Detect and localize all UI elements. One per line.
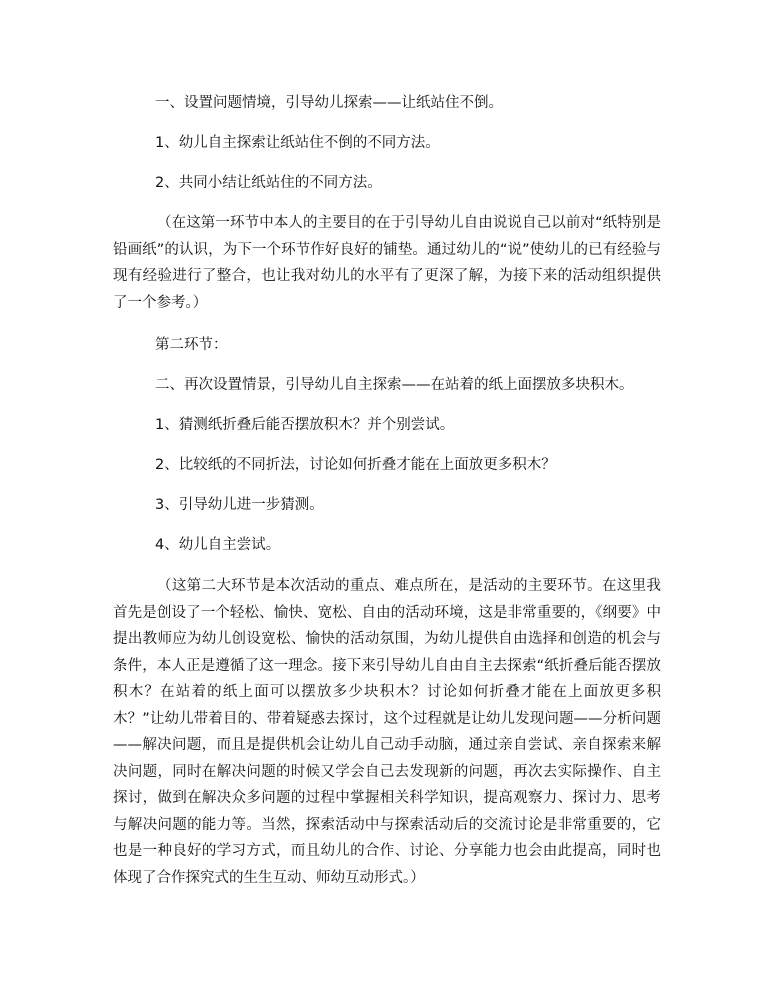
section-heading-2: 二、再次设置情景，引导幼儿自主探索——在站着的纸上面摆放多块积木。 bbox=[155, 377, 634, 393]
list-item: 4、幼儿自主尝试。 bbox=[155, 537, 281, 553]
section-heading-1: 一、设置问题情境，引导幼儿探索——让纸站住不倒。 bbox=[155, 95, 503, 111]
list-item: 3、引导幼儿进一步猜测。 bbox=[155, 497, 324, 513]
list-item: 1、幼儿自主探索让纸站住不倒的不同方法。 bbox=[155, 135, 440, 151]
commentary-paragraph-2: （这第二大环节是本次活动的重点、难点所在，是活动的主要环节。在这里我首先是创设了一个轻松、愉快、宽松、自由的活动环境，这是非常重要的，《纲要》中提出教师应为幼儿创设宽松、愉快的活动氛围，为幼儿提供自由选择和创造的机会与条件，本人正是遵循了这一理念。接下来引导幼儿自由自主去探索“纸折叠后能否摆放积木？在站着的纸上面可以摆放多少块积木？讨论如何折叠才能在上面放更多积木？”让幼儿带着目的、带着疑惑去探讨，这个过程就是让幼儿发现问题——分析问题——解决问题，而且是提供机会让幼儿自己动手动脑，通过亲自尝试、亲自探索来解决问题，同时在解决问题的时候又学会自己去发现新的问题，再次去实际操作、自主探讨，做到在解决众多问题的过程中掌握相关科学知识，提高观察力、探讨力、思考与解决问题的能力等。当然，探索活动中与探索活动后的交流讨论是非常重要的，它也是一种良好的学习方式，而且幼儿的合作、讨论、分享能力也会由此提高，同时也体现了合作探究式的生生互动、师幼互动形式。） bbox=[113, 578, 661, 886]
list-item: 2、共同小结让纸站住的不同方法。 bbox=[155, 175, 382, 191]
list-item: 1、猜测纸折叠后能否摆放积木？并个别尝试。 bbox=[155, 417, 455, 433]
list-item: 2、比较纸的不同折法，讨论如何折叠才能在上面放更多积木？ bbox=[155, 457, 556, 473]
commentary-paragraph-1: （在这第一环节中本人的主要目的在于引导幼儿自由说说自己以前对“纸特别是铅画纸”的认识，为下一个环节作好良好的铺垫。通过幼儿的“说”使幼儿的已有经验与现有经验进行了整合，也让我对幼儿的水平有了更深了解，为接下来的活动组织提供了一个参考。） bbox=[113, 215, 661, 311]
section-title-2: 第二环节： bbox=[155, 337, 228, 353]
